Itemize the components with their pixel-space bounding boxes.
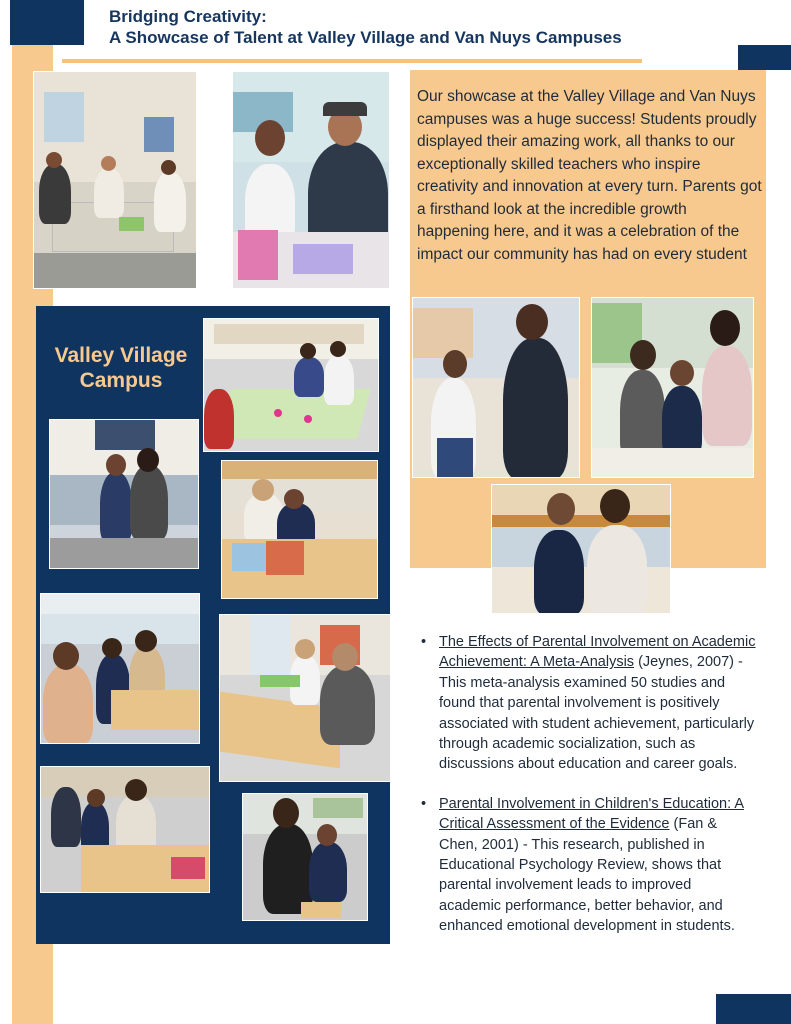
title-line-2: A Showcase of Talent at Valley Village and Van Nuys Campuses bbox=[109, 28, 622, 47]
title-underline bbox=[62, 59, 642, 63]
photo-van-nuys-boy-and-mother bbox=[491, 484, 671, 614]
photo-vv-father-at-table bbox=[219, 614, 391, 782]
photo-classroom-group bbox=[33, 71, 197, 289]
photo-vv-building-blocks bbox=[221, 460, 378, 599]
photo-vv-art-table bbox=[203, 318, 379, 452]
reference-item bbox=[416, 794, 756, 937]
intro-text: Our showcase at the Valley Village and Van Nuys campuses was a huge success! Students proudly displayed their amazing work, all thanks to our exceptionally skilled teachers who inspire creativity and innovation at every turn. Parents got a firsthand look at the incredible growth happening here, and it was a celebration of the impact our community has had on every student bbox=[417, 88, 762, 263]
bullet-icon: • bbox=[421, 795, 427, 812]
reference-link[interactable]: The Effects of Parental Involvement on Academic Achievement: A Meta-Analysis bbox=[439, 634, 756, 671]
campus-heading-line-2: Campus bbox=[79, 369, 163, 392]
corner-block-top-left bbox=[10, 0, 84, 45]
photo-vv-reading-corner bbox=[49, 419, 199, 569]
corner-block-bottom-right bbox=[716, 994, 791, 1024]
reference-link[interactable]: Parental Involvement in Children's Education: A Critical Assessment of the Evidence bbox=[439, 795, 745, 833]
page-title bbox=[109, 6, 622, 48]
photo-vv-mother-helping-students bbox=[40, 593, 200, 744]
title-line-1: Bridging Creativity: bbox=[109, 7, 267, 26]
reference-summary: (Fan & Chen, 2001) - This research, published in Educational Psychology Review, shows that parental involvement leads to improved academic performance, better behavior, and enhanced emotional development in students. bbox=[439, 816, 735, 935]
reference-summary: (Jeynes, 2007) - This meta-analysis examined 50 studies and found that parental involvement is positively associated with student achievement, particularly through academic socialization, such as discussions about education and career goals. bbox=[439, 654, 755, 773]
campus-heading-line-1: Valley Village bbox=[54, 344, 188, 367]
photo-father-and-daughter bbox=[232, 71, 390, 289]
references-list bbox=[416, 632, 756, 956]
corner-block-top-right bbox=[738, 45, 791, 70]
reference-item bbox=[416, 632, 756, 775]
photo-vv-mother-and-son-floor bbox=[242, 793, 368, 921]
bullet-icon: • bbox=[421, 634, 427, 650]
campus-heading bbox=[46, 343, 196, 393]
photo-vv-classroom-activity bbox=[40, 766, 210, 893]
photo-van-nuys-mother-and-son bbox=[591, 297, 754, 478]
photo-van-nuys-teacher-and-student bbox=[412, 297, 580, 478]
